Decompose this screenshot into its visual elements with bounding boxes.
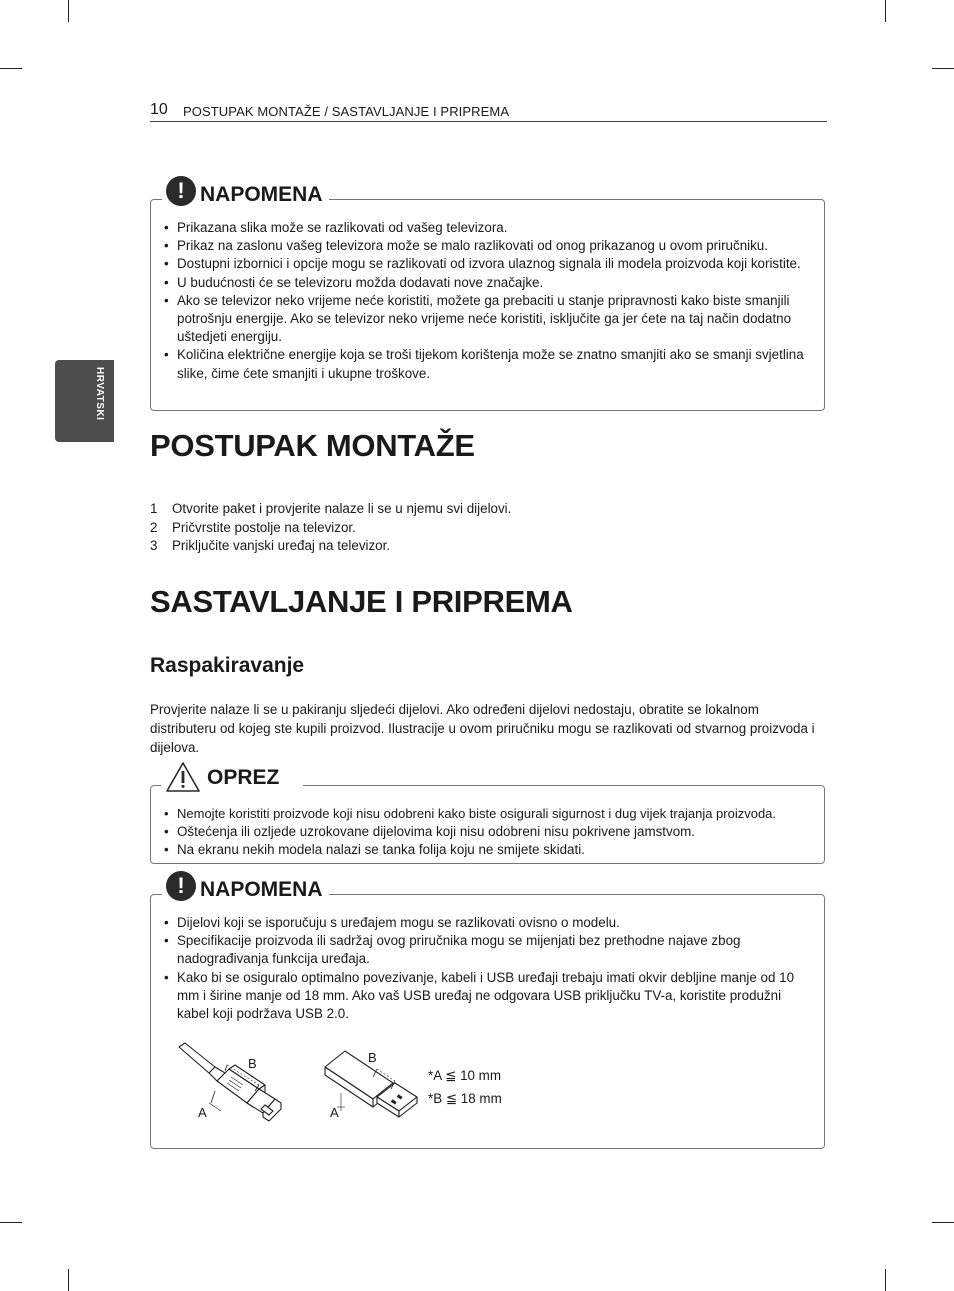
list-item: • Specifikacije proizvoda ili sadržaj ovog priručnika mogu se mijenjati bez prethodne najave zbog nadograđivanja funkcija uređaja. <box>163 932 810 968</box>
list-item: • Prikaz na zaslonu vašeg televizora može se malo razlikovati od onog prikazanog u ovom priručniku. <box>163 237 810 255</box>
step-text: Pričvrstite postolje na televizor. <box>172 519 356 535</box>
subsection-title: Raspakiravanje <box>150 654 305 677</box>
crop-mark <box>932 68 954 69</box>
list-item: • U budućnosti će se televizoru možda dodavati nove značajke. <box>163 274 810 292</box>
dimension-label-b: B <box>248 1056 257 1071</box>
dimension-label-b: B <box>368 1050 377 1065</box>
note-title: NAPOMENA <box>200 878 323 901</box>
note-box <box>150 178 825 411</box>
crop-mark <box>885 1269 886 1291</box>
language-tab-label: HRVATSKI <box>94 367 105 421</box>
crop-mark <box>68 1269 69 1291</box>
section-title-prep: SASTAVLJANJE I PRIPREMA <box>150 584 573 619</box>
caution-box <box>150 766 825 864</box>
caution-header <box>161 761 303 793</box>
note-box <box>150 873 825 1149</box>
step-number: 1 <box>150 501 158 516</box>
install-steps <box>150 500 511 556</box>
step-item <box>150 500 511 519</box>
exclamation-icon: ! <box>166 871 196 901</box>
spec-a-text: *A ≦ 10 mm <box>428 1068 501 1083</box>
list-item: • Na ekranu nekih modela nalazi se tanka folija koju ne smijete skidati. <box>163 841 810 859</box>
crop-mark <box>68 0 69 22</box>
list-item: • Dostupni izbornici i opcije mogu se razlikovati od izvora ulaznog signala ili modela proizvoda koji koristite. <box>163 255 810 273</box>
list-item: • Dijelovi koji se isporučuju s uređajem mogu se razlikovati ovisno o modelu. <box>163 914 810 932</box>
warning-triangle-icon <box>165 761 201 793</box>
note-title: NAPOMENA <box>200 183 323 206</box>
list-item: • Nemojte koristiti proizvode koji nisu odobreni kako biste osigurali sigurnost i dug vijek trajanja proizvoda. <box>163 805 810 823</box>
language-tab <box>55 360 114 442</box>
list-item: • Količina električne energije koja se troši tijekom korištenja može se znatno smanjiti ako se smanji svjetlina slike, čime ćete smanjiti i ukupne troškove. <box>163 346 810 382</box>
note-list <box>163 914 810 1023</box>
page-number: 10 <box>150 101 168 118</box>
note-list <box>163 219 810 383</box>
step-number: 3 <box>150 538 158 553</box>
list-item: • Ako se televizor neko vrijeme neće koristiti, možete ga prebaciti u stanje pripravnosti kako biste smanjili potrošnju energije. Ako se televizor neko vrijeme neće koristiti, isključite ga jer ćete na taj način dodatno uštedjeti energiju. <box>163 292 810 347</box>
note-header <box>162 871 329 901</box>
crop-mark <box>0 68 22 69</box>
step-text: Priključite vanjski uređaj na televizor. <box>172 538 391 553</box>
dimension-label-a: A <box>198 1105 207 1120</box>
caution-list <box>163 805 810 860</box>
step-number: 2 <box>150 519 158 535</box>
list-item: • Prikazana slika može se razlikovati od vašeg televizora. <box>163 219 810 237</box>
note-header <box>162 176 329 206</box>
step-text: Otvorite paket i provjerite nalaze li se u njemu svi dijelovi. <box>172 501 512 516</box>
exclamation-icon: ! <box>166 176 196 206</box>
header-rule <box>150 121 827 122</box>
cable-connector-illustration <box>173 1041 288 1126</box>
crop-mark <box>0 1222 22 1223</box>
crop-mark <box>932 1222 954 1223</box>
spec-b-text: *B ≦ 18 mm <box>428 1091 502 1106</box>
step-item <box>150 519 511 538</box>
caution-title: OPREZ <box>207 766 280 789</box>
step-item <box>150 537 511 556</box>
dimension-label-a: A <box>330 1105 339 1120</box>
running-header: POSTUPAK MONTAŽE / SASTAVLJANJE I PRIPREMA <box>183 104 510 119</box>
section-title-install: POSTUPAK MONTAŽE <box>150 428 475 463</box>
intro-paragraph: Provjerite nalaze li se u pakiranju sljedeći dijelovi. Ako određeni dijelovi nedostaju, obratite se lokalnom distributeru od kojeg ste kupili proizvod. Ilustracije u ovom priručniku mogu se razlikovati od stvarnog proizvoda i dijelova. <box>150 702 815 755</box>
crop-mark <box>885 0 886 22</box>
list-item: • Oštećenja ili ozljede uzrokovane dijelovima koji nisu odobreni nisu pokrivene jamstvom. <box>163 823 810 841</box>
list-item: • Kako bi se osiguralo optimalno povezivanje, kabeli i USB uređaji trebaju imati okvir debljine manje od 10 mm i širine manje od 18 mm. Ako vaš USB uređaj ne odgovara USB priključku TV-a, koristite produžni kabel koji podržava USB 2.0. <box>163 969 810 1024</box>
